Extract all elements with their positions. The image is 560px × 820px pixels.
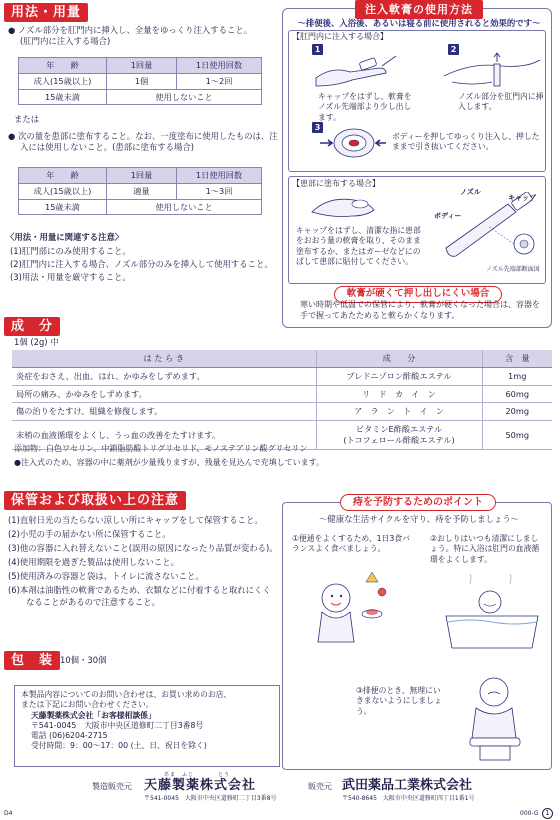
maker-label: 製造販売元 (92, 782, 132, 791)
seller-address: 〒540-8645 大阪市中央区道修町四丁目1番1号 (342, 795, 475, 802)
package-value: 10個・30個 (60, 655, 107, 665)
contact-company: 天藤製薬株式会社「お客様相談係」 (31, 710, 156, 720)
prevention-title: 痔を予防するためのポイント (340, 494, 496, 511)
finger-illustration (308, 190, 378, 220)
ingredients-per: 1個 (2g) 中 (14, 337, 59, 347)
ingredients-title: 成 分 (4, 317, 60, 336)
storage-item: (3)他の容器に入れ替えないこと(誤用の原因になったり品質が変わる)。 (8, 543, 278, 554)
usage-notes (6, 232, 286, 283)
seller-label: 販売元 (308, 782, 332, 791)
code-left: D4 (4, 810, 13, 817)
usage-title: 用法・用量 (4, 3, 88, 22)
maker-ruby: あま ふじ とう (164, 772, 231, 778)
code-right: 000-G (520, 810, 539, 817)
dosage-table-1 (18, 57, 262, 105)
storage-item: (1)直射日光の当たらない涼しい所にキャップをして保管すること。 (8, 515, 263, 525)
dosage-table-2 (18, 167, 262, 215)
seller-name: 武田薬品工業株式会社 (342, 778, 473, 793)
nozzle-tip-label: ノズル先端部断面図 (486, 266, 540, 273)
usage-intro1-sub: (肛門内に注入する場合) (20, 36, 111, 47)
step2-number: 2 (448, 44, 459, 55)
table-header: 年 齢 (19, 168, 107, 184)
usage-body: ● ノズル部分を肛門内に挿入し、全量をゆっくり注入すること。 (肛門内に注入する場合) (8, 25, 280, 47)
table-header: 1日使用回数 (177, 58, 262, 74)
storage-item: (6)本剤は油脂性の軟膏であるため、衣類などに付着すると取れにくくなることがあるので注意すること。 (8, 585, 271, 607)
storage-item: (4)使用期限を過ぎた製品は使用しないこと。 (8, 557, 179, 568)
ingredients-additives: 添加物：白色ワセリン、中鎖脂肪酸トリグリセリド、モノステアリン酸グリセリン (14, 444, 308, 453)
usage-note-item: (2)肛門内に注入する場合、ノズル部分のみを挿入して使用すること。 (10, 259, 273, 270)
table-row: 15歳未満 使用しないこと (19, 89, 262, 105)
usage-note-item: (1)肛門部にのみ使用すること。 (10, 246, 131, 257)
bath-illustration (440, 574, 544, 658)
contact-line2: または下記にお問い合わせください。 (21, 700, 154, 710)
affected-area-text: キャップをはずし、清潔な指に患部をおおう量の軟膏を取り、そのまま塗布するか、またはガーゼなどにのばして患部に貼付してください。 (296, 226, 421, 266)
howto-subtitle: 〜排便後、入浴後、あるいは寝る前に使用されると効果的です〜 (297, 18, 541, 28)
table-row: 成人(15歳以上) 1個 1〜2回 (19, 73, 262, 89)
table-row: 炎症をおさえ、出血、はれ、かゆみをしずめます。 プレドニゾロン酢酸エステル 1mg (12, 367, 552, 385)
affected-area-label: 【患部に塗布する場合】 (292, 179, 380, 188)
table-row: 成人(15歳以上) 適量 1〜3回 (19, 183, 262, 199)
storage-title: 保管および取扱い上の注意 (4, 491, 186, 510)
table-row: 局所の痛み、かゆみをしずめます。 リ ド カ イ ン 60mg (12, 385, 552, 403)
contact-phone: 電話 (06)6204-2715 (31, 731, 108, 741)
cap-label: キャップ (508, 194, 536, 202)
usage-note-item: (3)用法・用量を厳守すること。 (10, 272, 131, 283)
ingredients-note: ●注入式のため、容器の中に薬剤が少量残りますが、残量を見込んで充填しています。 (14, 458, 325, 467)
step2-illustration (442, 52, 542, 90)
table-header: 1回量 (107, 168, 177, 184)
prevention-subtitle: 〜健康な生活サイクルを守り、痔を予防しましょう〜 (319, 514, 519, 524)
toilet-illustration (450, 664, 544, 764)
hard-ointment-title: 軟膏が硬くて押し出しにくい場合 (334, 286, 503, 303)
contact-line1: 本製品内容についてのお問い合わせは、お買い求めのお店、 (21, 690, 232, 699)
step1-illustration (312, 52, 402, 90)
page-number: 1 (542, 808, 553, 819)
ingredients-table (12, 350, 552, 450)
meal-illustration (296, 562, 396, 652)
table-header: 成 分 (316, 350, 482, 367)
contact-postal: 〒541-0045 大阪市中央区道修町二丁目3番8号 (31, 720, 204, 730)
storage-list (8, 515, 278, 608)
usage-notes-title: 〈用法・用量に関連する注意〉 (6, 232, 124, 242)
maker-address: 〒541-0045 大阪市中央区道修町二丁目3番8号 (144, 795, 277, 802)
usage-or: または (14, 114, 40, 124)
storage-item: (5)使用済みの容器と袋は、トイレに流さないこと。 (8, 571, 204, 582)
step1-number: 1 (312, 44, 323, 55)
prevention-point-3: ③排便のとき、無理にいきまないようにしましょう。 (356, 686, 442, 716)
howto-title: 注入軟膏の使用方法 (355, 0, 483, 19)
package-title: 包 装 (4, 651, 60, 670)
prevention-point-1: ①便通をよくするため、1日3食バランスよく食べましょう。 (292, 534, 410, 554)
storage-item: (2)小児の手の届かない所に保管すること。 (8, 529, 171, 540)
contact-box (14, 685, 280, 767)
step3-text: ボディーを押してゆっくり注入し、押したままで引き抜いてください。 (392, 132, 540, 152)
table-row: 傷の治りをたすけ、組織を修復します。 ア ラ ン ト イ ン 20mg (12, 403, 552, 421)
contact-hours: 受付時間：9：00〜17：00 (土、日、祝日を除く) (31, 741, 207, 751)
step3-illustration (318, 120, 388, 166)
table-row: 15歳未満 使用しないこと (19, 199, 262, 215)
maker-name: 天藤製薬株式会社 (144, 778, 257, 793)
table-header: 1日使用回数 (177, 168, 262, 184)
table-header: 1回量 (107, 58, 177, 74)
hard-ointment-text: 寒い時期や低温での保管により、軟膏が硬くなった場合は、容器を手で握ってあたためると軟らかくなります。 (300, 300, 540, 320)
table-header: 年 齢 (19, 58, 107, 74)
table-header: 含 量 (482, 350, 552, 367)
step2-text: ノズル部分を肛門内に挿入します。 (458, 92, 544, 112)
prevention-point-2: ②おしりはいつも清潔にしましょう。特に入浴は肛門の血液循環をよくします。 (430, 534, 540, 564)
step3-number: 3 (312, 122, 323, 133)
usage-intro1: ノズル部分を肛門内に挿入し、全量をゆっくり注入すること。 (17, 25, 253, 35)
anal-injection-label: 【肛門内に注入する場合】 (292, 32, 388, 41)
table-header: は た ら き (12, 350, 316, 367)
step1-text: キャップをはずし、軟膏をノズル先端部より少し出します。 (318, 92, 412, 122)
nozzle-label: ノズル (460, 188, 481, 196)
usage-intro2: 次の量を患部に塗布すること。なお、一度塗布に使用したものは、注入には使用しないこと。(患部に塗布する場合) (17, 131, 278, 153)
body-label: ボディー (434, 212, 462, 220)
usage-section (4, 3, 88, 22)
table-row: 末梢の血液循環をよくし、うっ血の改善をたすけます。 ビタミンE酢酸エステル (トコフェロール酢酸エステル) 50mg (12, 421, 552, 450)
